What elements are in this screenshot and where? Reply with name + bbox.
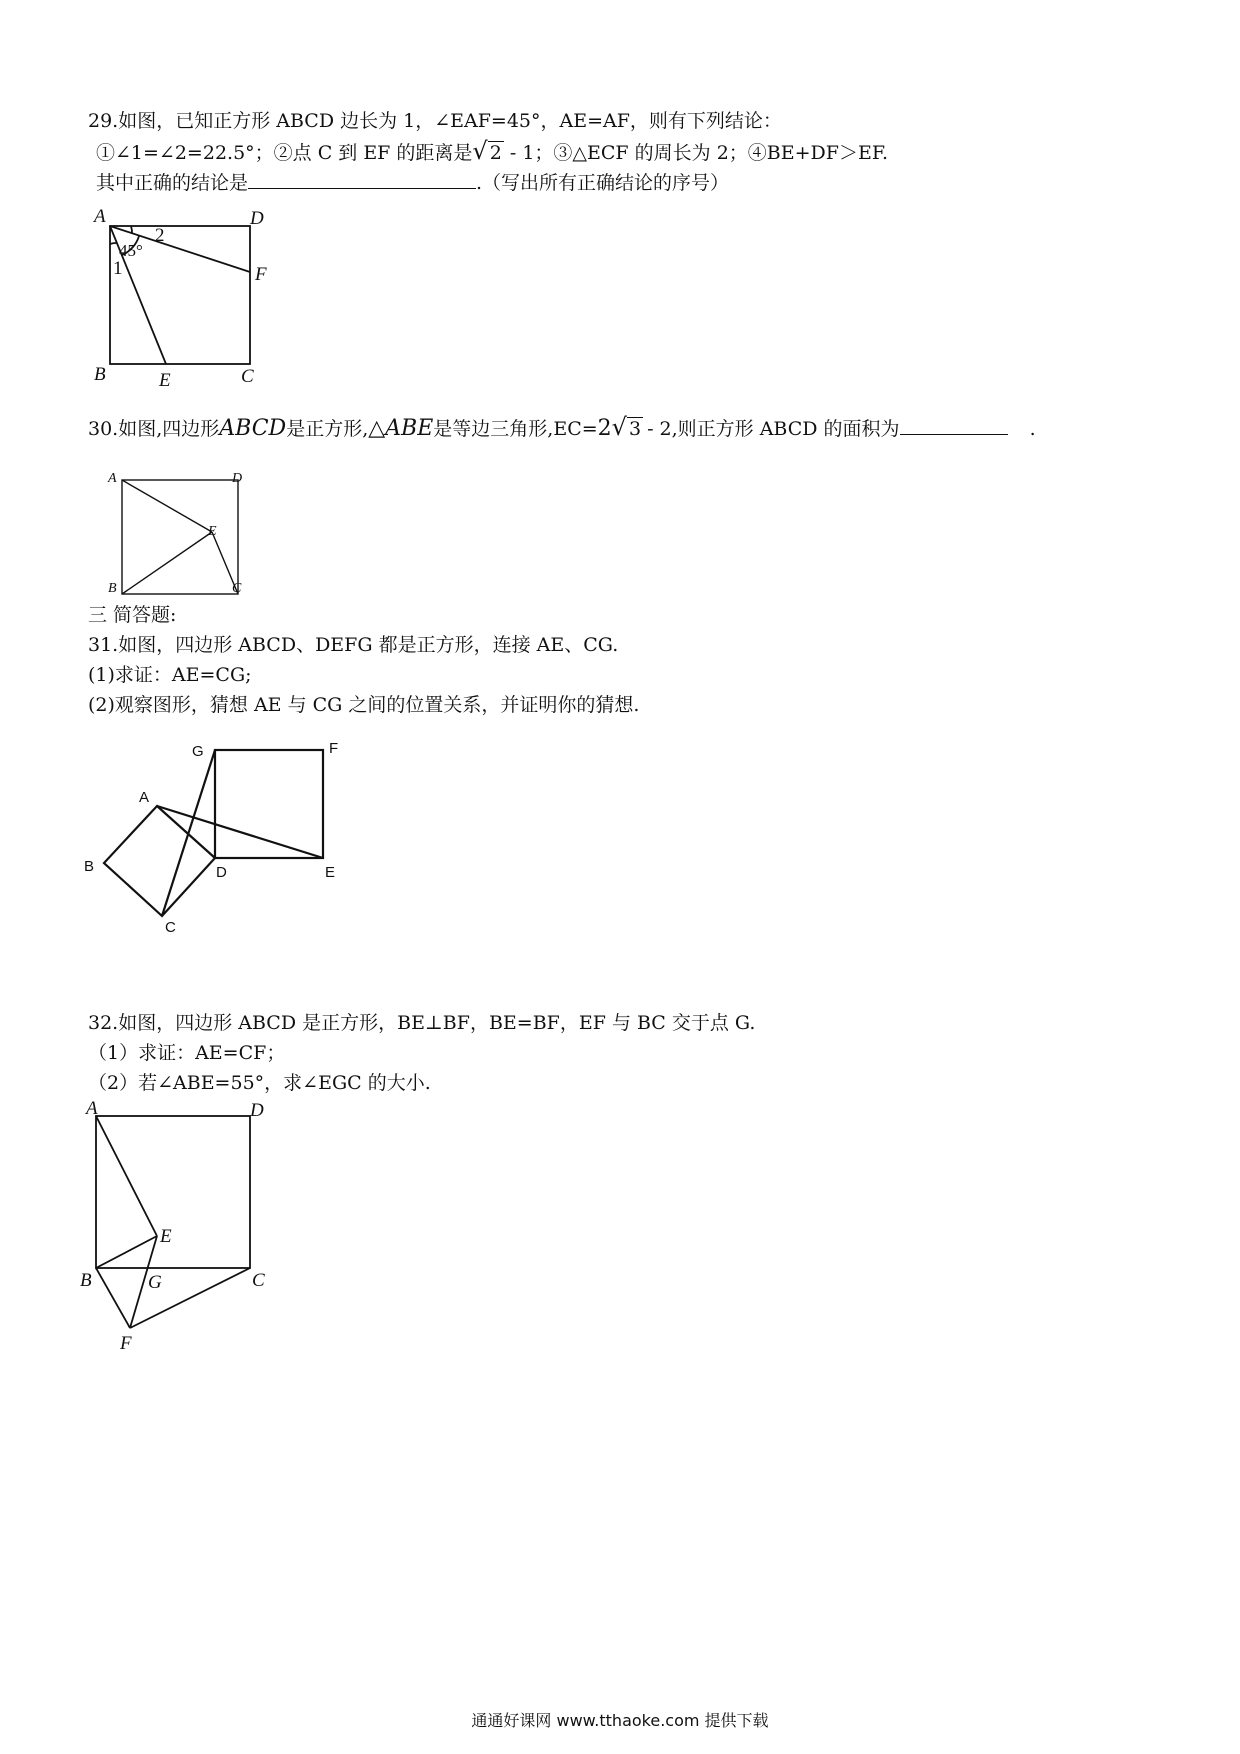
q32-line-AE bbox=[96, 1116, 157, 1236]
q30-line-BE bbox=[122, 532, 212, 594]
q31-line3: (2)观察图形，猜想 AE 与 CG 之间的位置关系，并证明你的猜想. bbox=[88, 694, 640, 716]
section3-heading: 三 简答题: bbox=[88, 604, 177, 626]
page-footer: 通通好课网 www.tthaoke.com 提供下载 bbox=[471, 1711, 769, 1730]
q30-answer-blank[interactable] bbox=[900, 414, 1008, 435]
q30-text-c: 是等边三角形,EC= bbox=[433, 418, 598, 440]
q30-text-b: 是正方形, bbox=[286, 418, 369, 440]
q30-square bbox=[122, 480, 238, 594]
q30-label-B: B bbox=[108, 581, 117, 596]
q30-triangle: △ABE bbox=[368, 416, 434, 441]
q29-line1: 29.如图，已知正方形 ABCD 边长为 1，∠EAF=45°，AE=AF，则有下列结论： bbox=[88, 110, 782, 132]
q32-label-D: D bbox=[250, 1100, 264, 1121]
q29-figure bbox=[88, 200, 308, 400]
q29-answer-blank[interactable] bbox=[248, 168, 476, 189]
q30-label-E: E bbox=[208, 524, 217, 539]
q32-square bbox=[96, 1116, 250, 1268]
q29-line3 bbox=[96, 168, 729, 196]
q29-label-45: 45° bbox=[119, 241, 143, 260]
q29-line2 bbox=[96, 138, 888, 166]
q29-line3-a: 其中正确的结论是 bbox=[96, 172, 249, 194]
q30-text-end: . bbox=[1029, 418, 1036, 440]
q30-abcd: ABCD bbox=[219, 416, 287, 441]
q29-label-A: A bbox=[94, 206, 106, 227]
q30-text-a: 30.如图,四边形 bbox=[88, 418, 220, 440]
q32-label-A: A bbox=[86, 1098, 98, 1119]
q30-line bbox=[88, 414, 1036, 442]
q30-ec-coef: 2 bbox=[597, 416, 612, 441]
q31-line2: (1)求证：AE=CG; bbox=[88, 664, 252, 686]
q32-label-E: E bbox=[160, 1226, 172, 1247]
q32-line1: 32.如图，四边形 ABCD 是正方形，BE⊥BF，BE=BF，EF 与 BC 交于点 G. bbox=[88, 1012, 756, 1034]
q29-label-angle2: 2 bbox=[155, 225, 165, 246]
q31-label-A: A bbox=[139, 789, 150, 806]
q31-label-F: F bbox=[329, 740, 339, 757]
q29-label-C: C bbox=[241, 366, 254, 387]
q29-label-B: B bbox=[94, 364, 106, 385]
q31-label-G: G bbox=[192, 743, 204, 760]
q32-line2: （1）求证：AE=CF； bbox=[88, 1042, 286, 1064]
q30-label-A: A bbox=[108, 471, 117, 486]
q29-line3-b: .（写出所有正确结论的序号） bbox=[476, 172, 730, 194]
q31-line-CG bbox=[162, 750, 215, 916]
q32-label-F: F bbox=[120, 1333, 132, 1354]
q29-angle2-arc bbox=[131, 226, 132, 234]
q31-label-B: B bbox=[84, 858, 95, 875]
q30-line-AE bbox=[122, 480, 212, 532]
q30-figure bbox=[104, 462, 264, 602]
q31-label-D: D bbox=[216, 864, 227, 881]
q29-label-angle1: 1 bbox=[113, 258, 123, 279]
q29-angle1-arc bbox=[110, 243, 117, 244]
q31-label-C: C bbox=[165, 919, 176, 936]
q32-label-B: B bbox=[80, 1270, 92, 1291]
q29-sqrt-sign: √ bbox=[472, 137, 488, 165]
q31-label-E: E bbox=[325, 864, 336, 881]
q32-line-BF bbox=[96, 1268, 130, 1328]
q32-figure bbox=[80, 1096, 290, 1356]
q30-sqrt-sign: √ bbox=[611, 413, 627, 441]
q32-label-G: G bbox=[148, 1272, 162, 1293]
q30-text-d: ,则正方形 ABCD 的面积为 bbox=[671, 418, 900, 440]
q31-line1: 31.如图，四边形 ABCD、DEFG 都是正方形，连接 AE、CG. bbox=[88, 634, 619, 656]
q32-label-C: C bbox=[252, 1270, 265, 1291]
q31-figure bbox=[82, 736, 352, 951]
q30-label-D: D bbox=[232, 471, 243, 486]
q29-line2-a: ①∠1=∠2=22.5°；②点 C 到 EF 的距离是 bbox=[96, 142, 473, 164]
q29-label-F: F bbox=[255, 264, 267, 285]
q29-label-E: E bbox=[159, 370, 171, 391]
q31-square-ABCD bbox=[104, 806, 215, 916]
q29-sqrt-radicand: 2 bbox=[489, 142, 502, 164]
q32-line-BE bbox=[96, 1236, 157, 1268]
q29-label-D: D bbox=[250, 208, 264, 229]
q30-ec-minus: - 2 bbox=[647, 418, 672, 440]
q29-line2-b: - 1；③△ECF 的周长为 2；④BE+DF＞EF. bbox=[509, 142, 889, 164]
q30-sqrt-radicand: 3 bbox=[628, 418, 642, 440]
q30-label-C: C bbox=[232, 581, 242, 596]
q32-line3: （2）若∠ABE=55°，求∠EGC 的大小. bbox=[88, 1072, 431, 1094]
